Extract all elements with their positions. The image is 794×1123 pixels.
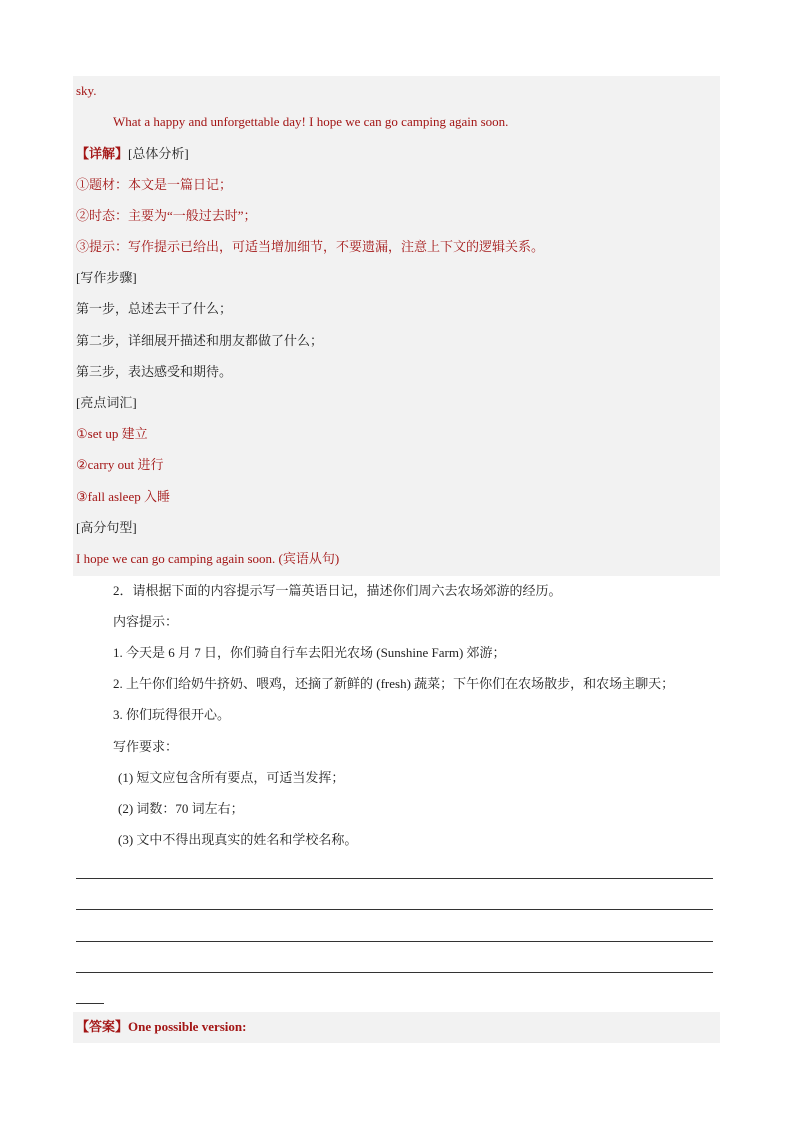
writing-line-1	[76, 878, 713, 879]
analysis-item-3: ③提示：写作提示已给出，可适当增加细节，不要遗漏，注意上下文的逻辑关系。	[76, 239, 545, 254]
analysis-item-2: ②时态：主要为“一般过去时”；	[76, 208, 257, 223]
step-2: 第二步，详细展开描述和朋友都做了什么；	[76, 333, 324, 348]
analysis-item-1: ①题材：本文是一篇日记；	[76, 177, 233, 192]
answer-version: One possible version:	[128, 1019, 247, 1034]
writing-line-end	[76, 1003, 104, 1004]
writing-line-4	[76, 972, 713, 973]
step-3: 第三步，表达感受和期待。	[76, 364, 233, 379]
high-score-sentence-label: [高分句型]	[76, 520, 137, 535]
writing-line-3	[76, 941, 713, 942]
vocab-item-1: ①set up 建立	[76, 426, 148, 441]
requirement-3: (3) 文中不得出现真实的姓名和学校名称。	[118, 832, 358, 847]
hint-label: 内容提示：	[113, 614, 179, 629]
question-title: 2．请根据下面的内容提示写一篇英语日记，描述你们周六去农场郊游的经历。	[113, 583, 562, 598]
writing-steps-label: [写作步骤]	[76, 270, 137, 285]
step-1: 第一步，总述去干了什么；	[76, 301, 233, 316]
answer-line-sky: sky.	[76, 83, 97, 98]
detail-heading	[76, 145, 189, 163]
requirement-2: (2) 词数：70 词左右；	[118, 801, 244, 816]
highlight-vocab-label: [亮点词汇]	[76, 395, 137, 410]
answer-label: 【答案】	[76, 1019, 129, 1034]
detail-label: 【详解】	[76, 146, 129, 161]
hint-item-2: 2. 上午你们给奶牛挤奶、喂鸡，还摘了新鲜的 (fresh) 蔬菜；下午你们在农场散步，和农场主聊天；	[113, 676, 675, 691]
requirement-1: (1) 短文应包含所有要点，可适当发挥；	[118, 770, 345, 785]
vocab-item-2: ②carry out 进行	[76, 457, 164, 472]
hint-item-1: 1. 今天是 6 月 7 日，你们骑自行车去阳光农场 (Sunshine Farm) 郊游；	[113, 645, 506, 660]
hint-item-3: 3. 你们玩得很开心。	[113, 707, 231, 722]
requirements-label: 写作要求：	[113, 739, 179, 754]
writing-line-2	[76, 909, 713, 910]
vocab-item-3: ③fall asleep 入睡	[76, 489, 170, 504]
high-score-sentence: I hope we can go camping again soon. (宾语从句)	[76, 551, 340, 566]
overall-analysis-label: [总体分析]	[128, 146, 189, 161]
answer-line-closing: What a happy and unforgettable day! I hope we can go camping again soon.	[113, 114, 509, 129]
answer-heading	[76, 1018, 246, 1036]
